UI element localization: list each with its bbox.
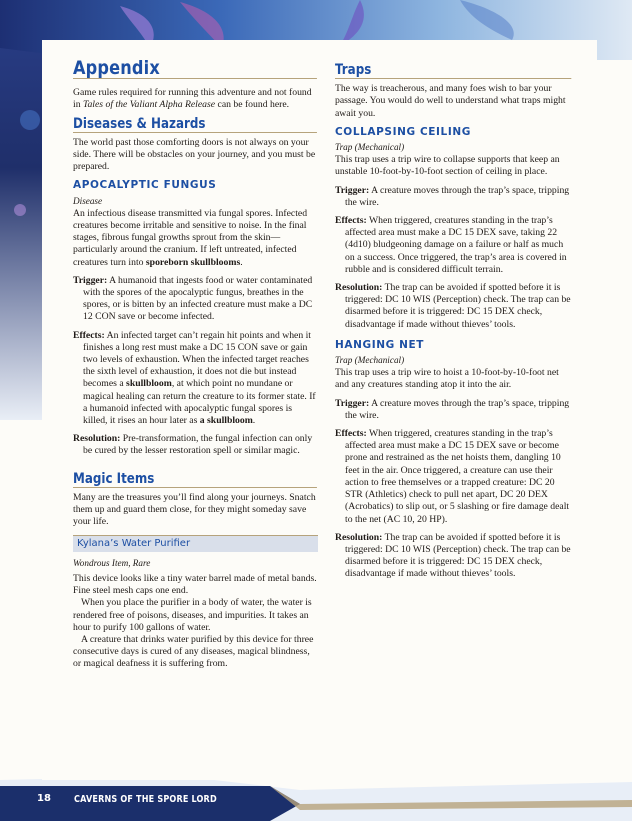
ceiling-effects-label: Effects:	[335, 215, 367, 227]
left-column	[73, 57, 318, 671]
traps-intro: The way is treacherous, and many foes wish to bar your passage. You would do well to understand what traps might await you.	[335, 83, 566, 119]
ceiling-trigger	[335, 185, 573, 209]
page-number: 18	[37, 793, 51, 804]
traps-heading: Traps	[335, 64, 572, 79]
ceiling-trigger-text: A creature moves through the trap’s space, tripping the wire.	[345, 184, 570, 208]
net-description: This trap uses a trip wire to hoist a 10-foot-by-10-foot net and any creatures standing atop it into the air.	[335, 367, 559, 391]
fungus-trigger	[73, 275, 318, 324]
fungus-desc-end: .	[240, 256, 243, 268]
ceiling-description: This trap uses a trip wire to collapse supports that keep an unstable 10-foot-by-10-foot section of ceiling in place.	[335, 154, 560, 178]
fungus-trigger-label: Trigger:	[73, 274, 108, 286]
purifier-heading: Kylana’s Water Purifier	[73, 535, 318, 552]
net-type: Trap (Mechanical)	[335, 355, 405, 366]
magic-items-heading: Magic Items	[73, 473, 317, 488]
fungus-desc-text: An infectious disease transmitted via fungal spores. Infected creatures become irritable and sensitive to noise. In the final stages, fibrous fungal growths sprout from the skin—particularly around the cranium. If left untreated, infected creatures turn into	[73, 207, 308, 268]
fungus-resolution-text: Pre-transformation, the fungal infection can only be cured by the lesser restoration spell or similar magic.	[83, 433, 313, 457]
fungus-desc-bold: sporeborn skullblooms	[145, 256, 241, 268]
ceiling-type: Trap (Mechanical)	[335, 142, 405, 153]
fungus-effects-bold-2: a skullbloom	[199, 415, 253, 427]
appendix-intro-book: Tales of the Valiant Alpha Release	[82, 99, 216, 111]
fungus-resolution-label: Resolution:	[73, 433, 121, 445]
net-effects	[335, 428, 573, 526]
appendix-heading: Appendix	[73, 62, 317, 79]
purifier-paragraph-1: This device looks like a tiny water barrel made of metal bands. Fine steel mesh caps one end.	[73, 572, 317, 597]
net-effects-text: When triggered, creatures standing in the trap’s affected area must make a DC 15 DEX save or become prone and restrained as the net hoists them, dangling 10 feet in the air. Once triggered, a creature can use their action to free themselves or a trapped creature: DC 20 STR (Athletics) check to pull net apart, DC 20 DEX (Acrobatics) to slip out, or 5 slashing or fire damage dealt to the net (AC 10, 20 HP).	[345, 428, 570, 525]
fungus-effects-bold: skullbloom	[126, 378, 172, 390]
page-sheet	[42, 40, 597, 780]
magic-items-intro: Many are the treasures you’ll find along your journeys. Snatch them up and guard them close, for they might someday save your life.	[73, 491, 316, 528]
purifier-paragraph-3: A creature that drinks water purified by this device for three consecutive days is cured of any diseases, magical blindness, or magical deafness it is suffering from.	[73, 633, 314, 670]
net-trigger	[335, 398, 573, 422]
appendix-intro-text-end: can be found here.	[215, 99, 290, 111]
fungus-effects-text: An infected target can’t regain hit points and when it finishes a long rest must make a DC 15 CON save or gain two levels of exhaustion. When the infected target reaches the sixth level of exhaustion, it does not die but instead becomes a	[83, 329, 312, 390]
net-resolution-label: Resolution:	[335, 531, 383, 543]
net-resolution	[335, 532, 573, 581]
footer-title: CAVERNS OF THE SPORE LORD	[74, 794, 217, 805]
fungus-type: Disease	[73, 195, 103, 206]
fungus-heading: APOCALYPTIC FUNGUS	[73, 179, 217, 192]
net-heading: HANGING NET	[335, 338, 425, 351]
net-trigger-text: A creature moves through the trap’s space, tripping the wire.	[345, 397, 570, 421]
fungus-effects-end: .	[252, 415, 256, 427]
fungus-description	[73, 208, 318, 269]
ceiling-heading: COLLAPSING CEILING	[335, 125, 471, 138]
fungus-trigger-text: A humanoid that ingests food or water contaminated with the spores of the apocalyptic fungus, breathes in the spores, or is bitten by an infected creature must make a DC 12 CON save or become infected.	[83, 274, 313, 323]
appendix-intro-text: Game rules required for running this adventure and not found in	[73, 87, 312, 111]
fungus-effects-label: Effects:	[73, 329, 105, 341]
right-column	[335, 64, 573, 587]
ceiling-resolution-text: The trap can be avoided if spotted before it is triggered: DC 10 WIS (Perception) check. The trap can be disarmed before it is triggered: DC 15 DEX check, disadvantage if made without thieves’ tools.	[345, 282, 571, 330]
appendix-intro	[73, 87, 318, 111]
ceiling-trigger-label: Trigger:	[335, 184, 370, 196]
net-resolution-text: The trap can be avoided if spotted before it is triggered: DC 10 WIS (Perception) check. The trap can be disarmed before it is triggered: DC 15 DEX check, disadvantage if made without thieves’ tools.	[345, 531, 571, 580]
ceiling-resolution-label: Resolution:	[335, 282, 383, 294]
ceiling-effects	[335, 215, 573, 276]
net-effects-label: Effects:	[335, 428, 367, 440]
net-trigger-label: Trigger:	[335, 397, 370, 409]
fungus-effects-text-2: , at which point no mundane or magical healing can return the creature to its former state. If a humanoid infected with apocalyptic fungal spores is killed, it rises an hour later as	[83, 378, 316, 427]
purifier-type: Wondrous Item, Rare	[73, 557, 151, 568]
fungus-resolution	[73, 433, 318, 457]
diseases-heading: Diseases & Hazards	[73, 118, 317, 133]
ceiling-effects-text: When triggered, creatures standing in the trap’s affected area must make a DC 15 DEX save, taking 22 (4d10) bludgeoning damage on a failure or half as much on a success. Once triggered, the trap’s area is covered in rubble and is considered difficult terrain.	[345, 215, 567, 275]
fungus-effects	[73, 330, 318, 428]
purifier-paragraph-2: When you place the purifier in a body of water, the water is rendered free of poisons, diseases, and impurities. It takes an hour to purify 100 gallons of water.	[73, 597, 312, 633]
ceiling-resolution	[335, 282, 573, 331]
diseases-intro: The world past those comforting doors is not always on your side. There will be obstacles on your journey, and you must be prepared.	[73, 136, 316, 173]
